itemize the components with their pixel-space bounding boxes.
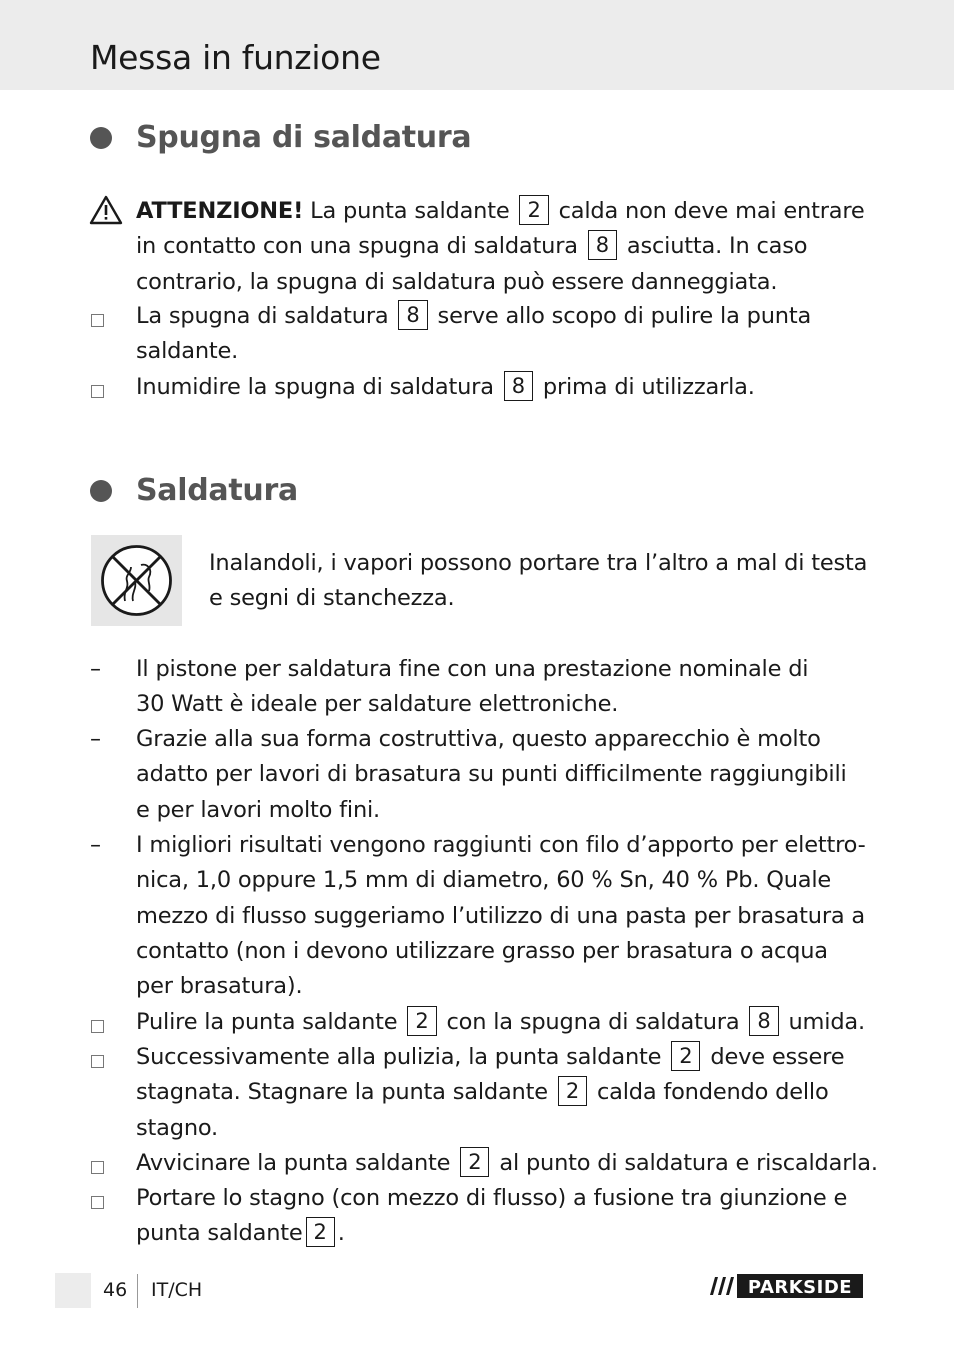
warning-text: asciutta. In caso (626, 233, 808, 260)
checkbox-marker-icon (91, 385, 104, 398)
warning-text: contrario, la spugna di saldatura può essere danneggiata. (136, 268, 778, 295)
checkbox-marker-icon (91, 1196, 104, 1209)
section-heading-soldering (90, 473, 298, 508)
page-number: 46 (103, 1279, 128, 1301)
brand-name: PARKSIDE (747, 1277, 853, 1298)
instruction-step (136, 370, 866, 405)
feature-text: Il pistone per saldatura fine con una prestazione nominale di (136, 656, 809, 682)
dash-marker: – (90, 727, 101, 752)
step-text: punta saldante (136, 1220, 303, 1247)
warning-text: calda non deve mai entrare (558, 198, 865, 224)
feature-item (136, 828, 866, 1004)
step-text: . (337, 1220, 345, 1247)
footer-divider (137, 1274, 138, 1308)
step-text: al punto di saldatura e riscaldarla. (499, 1150, 878, 1176)
feature-item (136, 722, 866, 828)
warning-label: ATTENZIONE! (136, 198, 304, 224)
step-text: calda fondendo dello (596, 1079, 829, 1106)
feature-item (136, 652, 866, 723)
dash-marker: – (90, 833, 101, 858)
warning-paragraph (136, 194, 866, 300)
part-reference-box: 2 (519, 195, 548, 225)
part-reference-box: 2 (460, 1147, 489, 1177)
part-reference-box: 8 (749, 1006, 778, 1036)
feature-text: e per lavori molto fini. (136, 796, 381, 823)
checkbox-marker-icon (91, 1055, 104, 1068)
step-text: stagnata. Stagnare la punta saldante (136, 1079, 548, 1106)
no-inhale-fumes-icon (91, 535, 182, 626)
feature-text: Grazie alla sua forma costruttiva, questo apparecchio è molto (136, 726, 821, 752)
feature-text: mezzo di flusso suggeriamo l’utilizzo di una pasta per brasatura a (136, 902, 865, 929)
warning-text: La punta saldante (310, 198, 510, 224)
part-reference-box: 2 (558, 1076, 587, 1106)
instruction-step (136, 1005, 866, 1040)
step-text: prima di utilizzarla. (542, 374, 755, 400)
dash-marker: – (90, 657, 101, 682)
section-bullet-icon (90, 127, 112, 149)
step-text: stagno. (136, 1114, 218, 1141)
feature-text: per brasatura). (136, 973, 303, 1000)
step-text: con la spugna di saldatura (446, 1009, 740, 1035)
instruction-step (136, 1181, 866, 1252)
step-text: saldante. (136, 338, 239, 365)
checkbox-marker-icon (91, 1161, 104, 1174)
checkbox-marker-icon (91, 1020, 104, 1033)
section-heading-sponge-text: Spugna di saldatura (136, 120, 472, 155)
footer-tab (55, 1273, 91, 1308)
fumes-note (209, 546, 869, 617)
part-reference-box: 2 (306, 1217, 335, 1247)
step-text: serve allo scopo di pulire la punta (437, 303, 812, 329)
part-reference-box: 8 (504, 371, 533, 401)
feature-text: I migliori risultati vengono raggiunti con filo d’apporto per elettro- (136, 832, 866, 858)
step-text: Avvicinare la punta saldante (136, 1150, 451, 1176)
page-title: Messa in funzione (90, 38, 381, 77)
step-text: Successivamente alla pulizia, la punta saldante (136, 1044, 662, 1070)
step-text: Pulire la punta saldante (136, 1009, 398, 1035)
step-text: Inumidire la spugna di saldatura (136, 374, 494, 400)
instruction-step (136, 1146, 878, 1181)
feature-text: adatto per lavori di brasatura su punti difficilmente raggiungibili (136, 761, 847, 788)
feature-text: contatto (non i devono utilizzare grasso per brasatura o acqua (136, 937, 828, 964)
instruction-step (136, 299, 866, 370)
fumes-note-text: e segni di stanchezza. (209, 585, 455, 612)
feature-text: 30 Watt è ideale per saldature elettroniche. (136, 691, 619, 718)
instruction-step (136, 1040, 866, 1146)
country-code: IT/CH (151, 1279, 203, 1301)
feature-text: nica, 1,0 oppure 1,5 mm di diametro, 60 % Sn, 40 % Pb. Quale (136, 867, 832, 894)
section-heading-soldering-text: Saldatura (136, 473, 298, 508)
part-reference-box: 2 (407, 1006, 436, 1036)
step-text: umida. (788, 1009, 865, 1035)
step-text: Portare lo stagno (con mezzo di flusso) a fusione tra giunzione e (136, 1185, 848, 1211)
parkside-logo (704, 1273, 864, 1299)
section-bullet-icon (90, 480, 112, 502)
fumes-note-text: Inalandoli, i vapori possono portare tra l’altro a mal di testa (209, 550, 868, 576)
warning-triangle-icon (89, 195, 123, 225)
step-text: La spugna di saldatura (136, 303, 389, 329)
checkbox-marker-icon (91, 314, 104, 327)
section-heading-sponge (90, 120, 471, 155)
step-text: deve essere (710, 1044, 845, 1070)
warning-text: in contatto con una spugna di saldatura (136, 233, 578, 260)
part-reference-box: 8 (398, 300, 427, 330)
part-reference-box: 8 (588, 230, 617, 260)
part-reference-box: 2 (671, 1041, 700, 1071)
